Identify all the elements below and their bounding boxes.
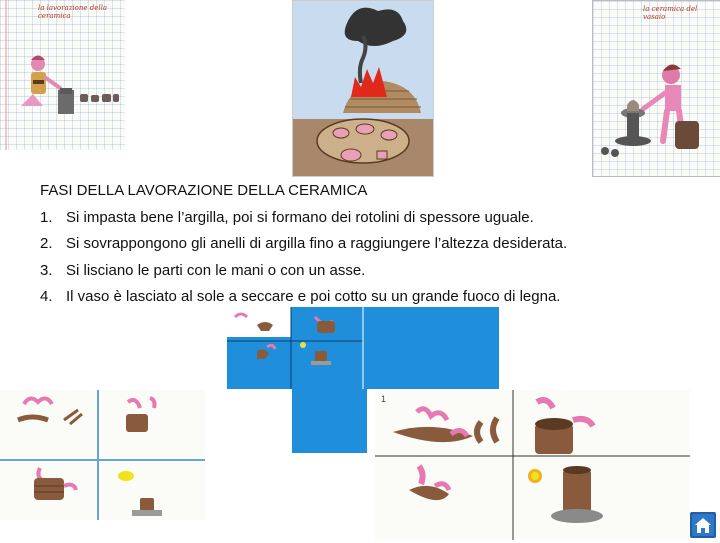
steps-list: [40, 205, 680, 311]
drawing-bottom-left: [0, 390, 205, 520]
page-title: FASI DELLA LAVORAZIONE DELLA CERAMICA: [40, 182, 368, 199]
clay-steps-illustration-left: [0, 390, 205, 520]
clay-steps-illustration-middle: [227, 307, 499, 389]
home-icon: [690, 512, 716, 538]
step-text: Si sovrappongono gli anelli di argilla fino a raggiungere l’altezza desiderata.: [66, 235, 568, 252]
drawing-top-left: [0, 0, 125, 150]
blue-panel-wide: [227, 307, 499, 389]
step-text: Si lisciano le parti con le mani o con un asse.: [66, 261, 366, 279]
clay-steps-illustration-right: [375, 390, 690, 540]
step-text: Si impasta bene l’argilla, poi si formano dei rotolini di spessore uguale.: [66, 208, 534, 226]
potter-illustration-left: [0, 0, 125, 150]
blue-panel-tall: [292, 389, 367, 453]
home-button[interactable]: [690, 512, 716, 538]
ceramic-steps-text: [40, 178, 680, 311]
handwritten-caption-top-right: la ceramica del vasaio: [643, 5, 698, 21]
drawing-top-right: [592, 0, 720, 177]
drawing-bottom-right: [375, 390, 690, 540]
list-item: [40, 231, 680, 258]
handwritten-caption-top-left: la lavorazione della ceramica: [38, 4, 108, 20]
step-number: 4.: [40, 288, 53, 305]
drawing-kiln: [292, 0, 434, 177]
list-item: [40, 205, 680, 232]
panel-number: 1: [381, 394, 387, 404]
step-number: 2.: [40, 235, 53, 252]
step-number: 1.: [40, 208, 53, 226]
step-text: Il vaso è lasciato al sole a seccare e poi cotto su un grande fuoco di legna.: [66, 288, 561, 305]
potter-illustration-right: [593, 1, 720, 176]
list-item: [40, 258, 680, 285]
kiln-illustration: [293, 1, 433, 176]
step-number: 3.: [40, 261, 53, 279]
